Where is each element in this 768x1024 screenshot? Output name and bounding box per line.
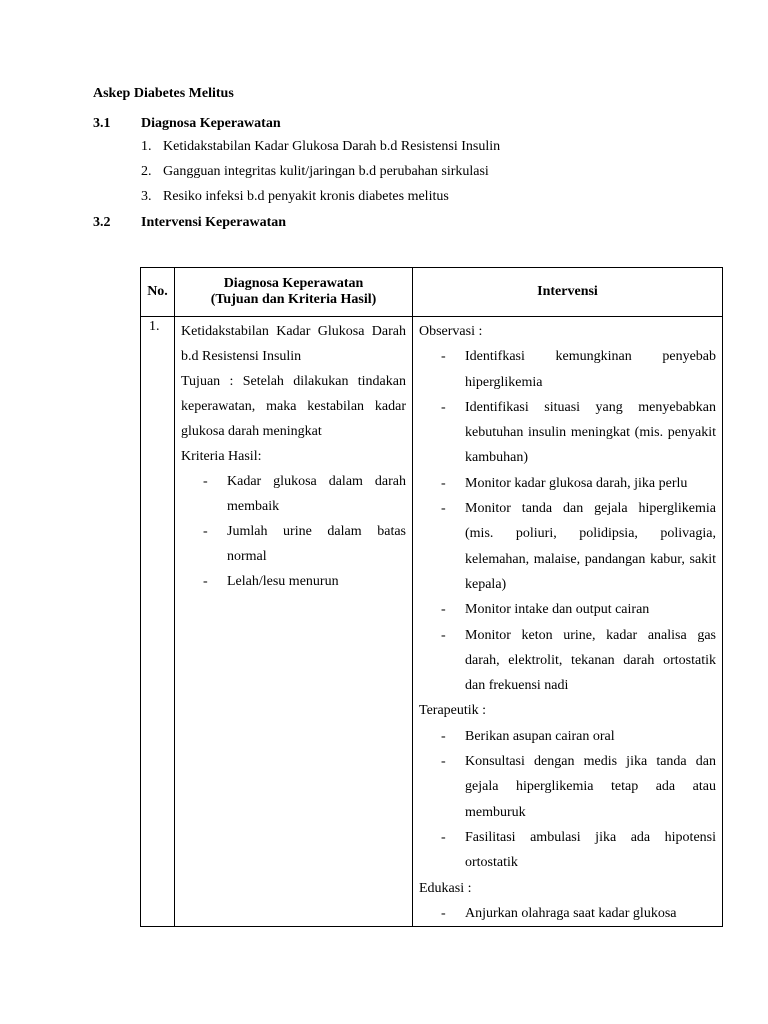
list-item [419,749,716,825]
section-title: Diagnosa Keperawatan [141,116,281,131]
list-number: 3. [141,189,152,204]
list-item [141,162,500,187]
bullet-dash: - [441,728,446,744]
section-number: 3.2 [93,215,111,230]
list-item [419,471,716,496]
bullet-dash: - [441,602,446,618]
list-item [141,187,500,212]
list-item [419,901,716,926]
list-text: Monitor intake dan output cairan [465,602,650,618]
list-item [419,623,716,699]
bullet-dash: - [441,829,446,845]
list-number: 2. [141,164,152,179]
list-item [419,825,716,876]
list-text: Fasilitasi ambulasi jika ada hipotensi ortostatik [465,829,716,871]
observation-label: Observasi : [419,324,483,339]
list-number: 1. [141,139,152,154]
criteria-list [181,469,406,594]
list-text: Lelah/lesu menurun [227,574,339,589]
diagnosis-text: Ketidakstabilan Kadar Glukosa Darah b.d Resistensi Insulin [181,324,406,364]
bullet-dash: - [441,754,446,770]
criteria-label: Kriteria Hasil: [181,449,262,464]
section-heading-intervensi [93,215,286,231]
observation-list [419,344,716,698]
section-heading-diagnosa [93,116,281,132]
education-list [419,901,716,926]
list-item [181,519,406,569]
bullet-dash: - [441,627,446,643]
list-text: Konsultasi dengan medis jika tanda dan gejala hiperglikemia tetap ada atau memburuk [465,754,716,820]
list-item [181,469,406,519]
table-row [141,317,723,927]
intervention-table [140,267,723,927]
header-diagnosis-line1: Diagnosa Keperawatan [223,276,364,291]
cell-intervention [413,317,723,927]
list-item [419,496,716,597]
list-text: Monitor tanda dan gejala hiperglikemia (mis. poliuri, polidipsia, polivagia, kelemahan, malaise, pandangan kabur, sakit kepala) [465,501,716,592]
bullet-dash: - [441,349,446,365]
list-text: Ketidakstabilan Kadar Glukosa Darah b.d Resistensi Insulin [163,139,501,154]
education-label: Edukasi : [419,880,472,896]
list-item [419,344,716,395]
header-diagnosis-line2: (Tujuan dan Kriteria Hasil) [210,292,377,307]
page-title: Askep Diabetes Melitus [93,86,234,101]
bullet-dash: - [203,524,208,539]
list-text: Monitor kadar glukosa darah, jika perlu [465,475,688,491]
header-diagnosis [175,268,413,317]
list-text: Berikan asupan cairan oral [465,728,615,744]
bullet-dash: - [203,574,208,589]
list-text: Identifikasi situasi yang menyebabkan kebutuhan insulin meningkat (mis. penyakit kambuhan) [465,399,716,466]
list-item [419,395,716,471]
list-text: Jumlah urine dalam batas normal [227,524,406,564]
bullet-dash: - [441,905,446,921]
list-item [419,597,716,622]
list-text: Anjurkan olahraga saat kadar glukosa [465,905,677,921]
bullet-dash: - [441,475,446,491]
list-text: Gangguan integritas kulit/jaringan b.d perubahan sirkulasi [163,164,489,179]
diagnosis-list [141,137,500,212]
list-text: Identifkasi kemungkinan penyebab hiperglikemia [465,349,716,390]
bullet-dash: - [203,474,208,489]
cell-diagnosis [175,317,413,927]
header-intervention: Intervensi [413,268,723,317]
header-no: No. [141,268,175,317]
list-text: Monitor keton urine, kadar analisa gas darah, elektrolit, tekanan darah ortostatik dan frekuensi nadi [465,627,716,694]
therapeutic-label: Terapeutik : [419,703,487,719]
list-item [419,724,716,749]
therapeutic-list [419,724,716,876]
list-text: Kadar glukosa dalam darah membaik [227,474,406,514]
goal-text: Tujuan : Setelah dilakukan tindakan keperawatan, maka kestabilan kadar glukosa darah meningkat [181,374,406,439]
bullet-dash: - [441,501,446,517]
section-number: 3.1 [93,116,111,131]
section-title: Intervensi Keperawatan [141,215,287,230]
table-header-row [141,268,723,317]
cell-row-number: 1. [141,317,175,927]
list-text: Resiko infeksi b.d penyakit kronis diabetes melitus [163,189,449,204]
list-item [181,569,406,594]
list-item [141,137,500,162]
bullet-dash: - [441,399,446,415]
